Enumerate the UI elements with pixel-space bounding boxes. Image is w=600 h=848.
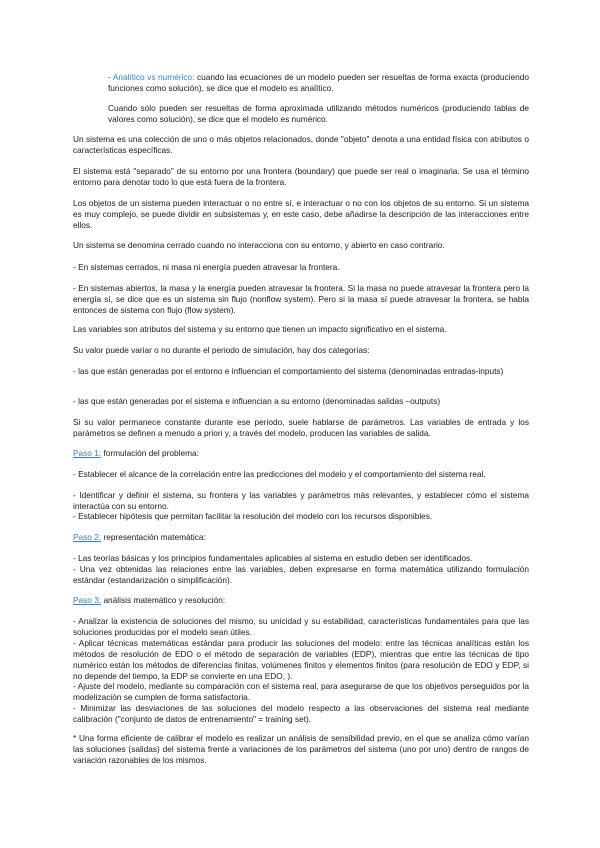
paragraph-cerrado-abierto: Un sistema se denomina cerrado cuando no interacciona con su entorno, y abierto en caso contrario. [73,240,445,250]
paso1-item-2: - Identificar y definir el sistema, su frontera y las variables y parámetros más relevantes, y establecer cómo el sistema interactúa con su entorno. [73,490,529,511]
paso2-title: representación matemática: [101,532,206,542]
paragraph-sistemas-cerrados: - En sistemas cerrados, ni masa ni energía pueden atravesar la frontera. [73,262,340,272]
intro-analitico-text: cuando las ecuaciones de un modelo pueden ser resueltas de forma exacta (produciendo funciones como solución), se dice que el modelo es analítico. [108,72,529,93]
paso2-item-2: - Una vez obtenidas las relaciones entre las variables, deben expresarse en forma matemática utilizando formulación estándar (estandarización o simplificación). [73,564,529,585]
note-sensibilidad: * Una forma eficiente de calibrar el modelo es realizar un análisis de sensibilidad previo, en el que se analiza cómo varían las soluciones (salidas) del sistema frente a variaciones de los parámetros del sistema (uno por uno) dentro de rangos de variación razonables de los mismos. [73,733,529,765]
paragraph-frontera: El sistema está "separado" de su entorno por una frontera (boundary) que puede ser real o imaginaria. Se usa el término entorno para denotar todo lo que está fuera de la frontera. [73,166,529,187]
paso3-item-4: - Minimizar las desviaciones de las soluciones del modelo respecto a las observaciones del sistema real mediante calibración ("conjunto de datos de entrenamiento" = training set). [73,703,529,724]
paso1-item-1: - Establecer el alcance de la correlación entre las predicciones del modelo y el comportamiento del sistema real. [73,469,486,479]
paso3-item-2: - Aplicar técnicas matemáticas estándar para producir las soluciones del modelo: entre las técnicas analíticas están los métodos de resolución de EDO o el método de separación de variables (EDP), mientras que entre las técnicas de tipo numérico están los métodos de diferencias finitas, volúmenes finitos y elementos finitos (para resolución de EDO y EDP, si no depende del tiempo, la EDP se convierte en una EDO, ). [73,638,529,681]
paragraph-entradas: - las que están generadas por el entorno e influencian el comportamiento del sistema (denominadas entradas-inputs) [73,366,504,376]
paso2-item-1: - Las teorías básicas y los principios fundamentales aplicables al sistema en estudio deben ser identificados. [73,553,473,563]
paso1-link[interactable]: Paso 1: [73,448,102,458]
paso1-item-3: - Establecer hipótesis que permitan facilitar la resolución del modelo con los recursos disponibles. [73,511,433,521]
intro-analitico: - Analítico vs numérico: cuando las ecuaciones de un modelo pueden ser resueltas de forma exacta (produciendo funciones como solución), se dice que el modelo es analítico. [108,72,529,93]
paso1-title: formulación del problema: [101,448,199,458]
paso2-heading [73,532,529,543]
paragraph-salidas: - las que están generadas por el sistema e influencian a su entorno (denominadas salidas –outputs) [73,396,441,406]
intro-numerico: Cuando sólo pueden ser resueltas de forma aproximada utilizando métodos numéricos (produciendo tablas de valores como solución), se dice que el modelo es numérico. [108,103,529,124]
analitico-numerico-link[interactable]: Analítico vs numérico: [112,72,195,82]
paragraph-categorias: Su valor puede variar o no durante el periodo de simulación, hay dos categorías: [73,345,370,355]
paso1-heading [73,448,529,459]
paragraph-interacciones: Los objetos de un sistema pueden interactuar o no entre sí, e interactuar o no con los objetos de su entorno. Si un sistema es muy complejo, se puede dividir en subsistemas y, en este caso, debe añadirse la descripción de las interacciones entre ellos. [73,198,529,230]
paso3-link[interactable]: Paso 3: [73,595,102,605]
paragraph-parametros: Si su valor permanece constante durante ese periodo, suele hablarse de parámetros. Las variables de entrada y los parámetros se definen a menudo a priori y, a través del modelo, producen las variables de salida. [73,417,529,438]
paragraph-sistema: Un sistema es una colección de uno o más objetos relacionados, donde "objeto" denota a una entidad física con atributos o características específicas. [73,134,529,155]
paso3-item-1: - Analizar la existencia de soluciones del mismo, su unicidad y su estabilidad, características fundamentales para que las soluciones producidas por el modelo sean útiles. [73,616,529,637]
paso2-link[interactable]: Paso 2: [73,532,102,542]
paso3-item-3: - Ajuste del modelo, mediante su comparación con el sistema real, para asegurarse de que los objetivos perseguidos por la modelización se cumplen de forma satisfactoria. [73,681,529,702]
paragraph-variables: Las variables son atributos del sistema y su entorno que tienen un impacto significativo en el sistema. [73,324,447,334]
paragraph-sistemas-abiertos: - En sistemas abiertos, la masa y la energía pueden atravesar la frontera. Si la masa no puede atravesar la frontera pero la energía sí, se dice que es un sistema sin flujo (nonflow system). Pero si la masa sí puede atravesar la frontera, se habla entonces de sistema con flujo (flow system). [73,283,529,315]
paso3-heading [73,595,529,606]
paso3-title: análisis matemático y resolución: [101,595,226,605]
